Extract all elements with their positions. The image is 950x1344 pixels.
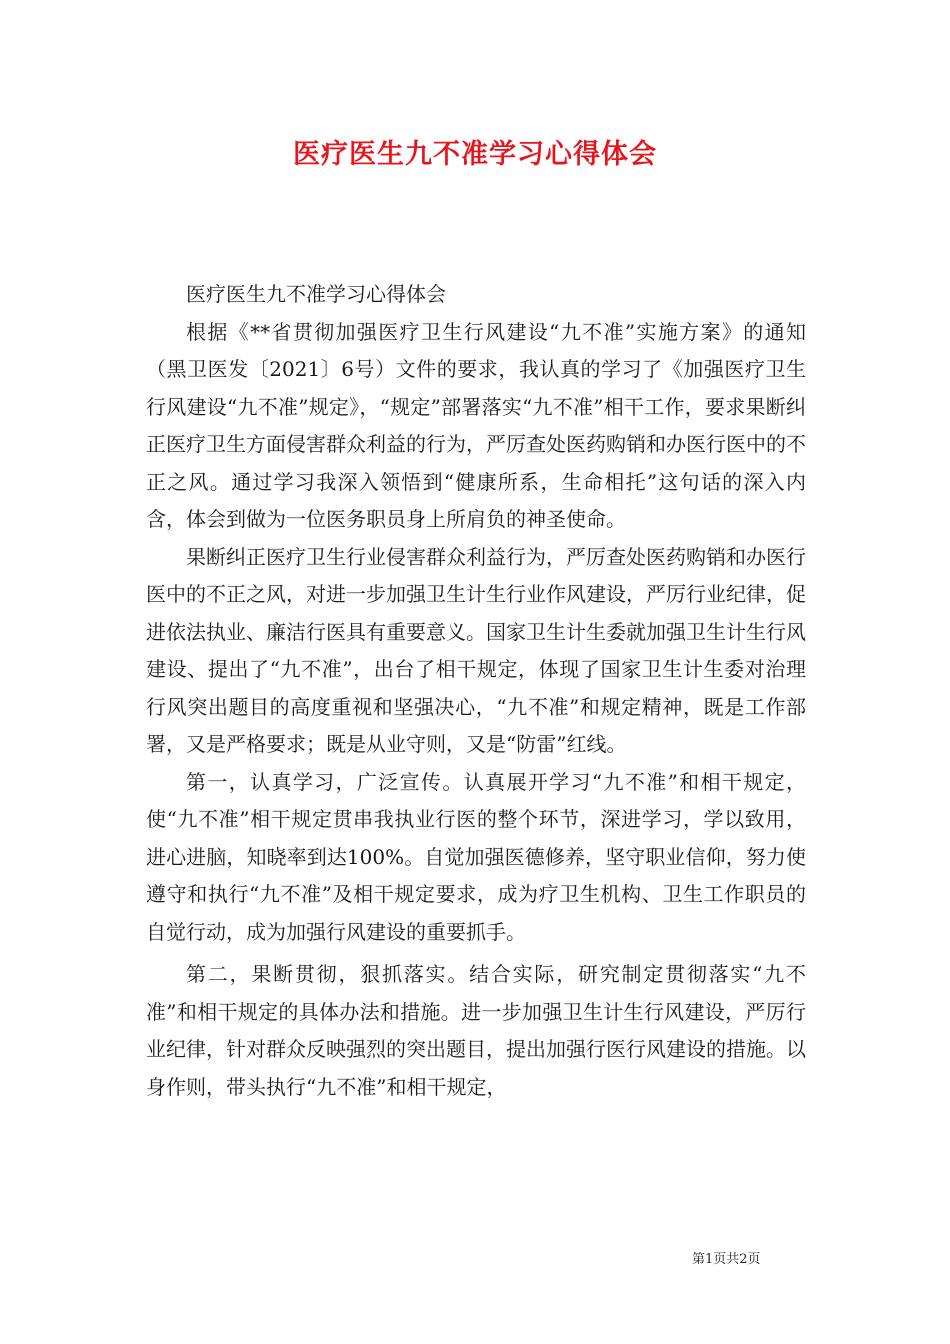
paragraph-second-point: 第二，果断贯彻，狠抓落实。结合实际，研究制定贯彻落实“九不准”和相干规定的具体办法和措施。进一步加强卫生计生行风建设，严厉行业纪律，针对群众反映强烈的突出题目，提出加强行医行风建设的措施。以身作则，带头执行“九不准”和相干规定， [146, 962, 806, 1099]
paragraph-subtitle: 医疗医生九不准学习心得体会 [186, 282, 446, 306]
paragraph-intro: 根据《**省贯彻加强医疗卫生行风建设“九不准”实施方案》的通知（黑卫医发〔2021〕6号）文件的要求，我认真的学习了《加强医疗卫生行风建设“九不准”规定》，“规定”部署落实“九不准”相干工作，要求果断纠正医疗卫生方面侵害群众利益的行为，严厉查处医药购销和办医行医中的不正之风。通过学习我深入领悟到“健康所系，生命相托”这句话的深入内含，体会到做为一位医务职员身上所肩负的神圣使命。 [146, 319, 806, 531]
page-title: 医疗医生九不准学习心得体会 [293, 139, 657, 170]
page-number-label: 第1页共2页 [692, 1252, 761, 1267]
document-body [146, 276, 806, 1106]
paragraph-significance: 果断纠正医疗卫生行业侵害群众利益行为，严厉查处医药购销和办医行医中的不正之风，对进一步加强卫生计生行业作风建设，严厉行业纪律，促进依法执业、廉洁行医具有重要意义。国家卫生计生委就加强卫生计生行风建设、提出了“九不准”，出台了相干规定，体现了国家卫生计生委对治理行风突出题目的高度重视和坚强决心，“九不准”和规定精神，既是工作部署，又是严格要求；既是从业守则，又是“防雷”红线。 [146, 544, 806, 756]
page-number [692, 1248, 761, 1267]
paragraph-first-point: 第一，认真学习，广泛宣传。认真展开学习“九不准”和相干规定，使“九不准”相干规定贯串我执业行医的整个环节，深进学习，学以致用，进心进脑，知晓率到达100%。自觉加强医德修养，坚守职业信仰，努力使遵守和执行“九不准”及相干规定要求，成为疗卫生机构、卫生工作职员的自觉行动，成为加强行风建设的重要抓手。 [146, 769, 806, 944]
